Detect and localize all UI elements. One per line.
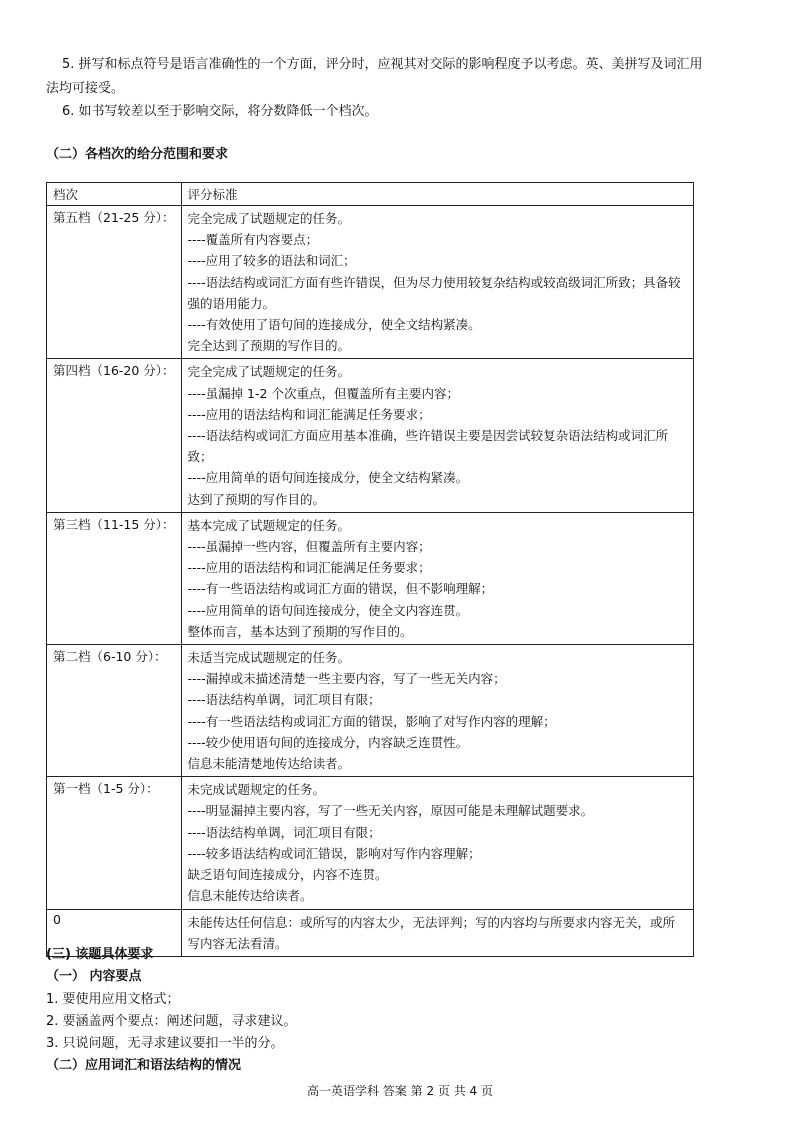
- criteria-line: ----应用简单的语句间连接成分，使全文结构紧凑。: [187, 470, 469, 486]
- table-header-row: [47, 183, 694, 206]
- criteria-line: 未完成试题规定的任务。: [187, 782, 326, 798]
- criteria-line: ----有一些语法结构或词汇方面的错误，影响了对写作内容的理解；: [187, 713, 556, 729]
- header-criteria: 评分标准: [181, 183, 693, 206]
- criteria-line: 完全达到了预期的写作目的。: [187, 338, 351, 354]
- grade-criteria: [181, 645, 693, 777]
- vocab-grammar-title: （二）应用词汇和语法结构的情况: [46, 1058, 242, 1073]
- criteria-line: ----覆盖所有内容要点；: [187, 232, 319, 248]
- section-2-title: （二）各档次的给分范围和要求: [46, 147, 229, 162]
- table-row: [47, 777, 694, 909]
- criteria-line: ----应用简单的语句间连接成分，使全文内容连贯。: [187, 602, 469, 618]
- requirement-item-1: 1. 要使用应用文格式；: [46, 992, 180, 1007]
- criteria-line: ----较多语法结构或词汇错误，影响对写作内容理解；: [187, 845, 481, 861]
- criteria-line: ----语法结构单调，词汇项目有限；: [187, 692, 381, 708]
- criteria-line: ----应用的语法结构和词汇能满足任务要求；: [187, 406, 431, 422]
- table-row: [47, 645, 694, 777]
- criteria-line: 完全完成了试题规定的任务。: [187, 364, 351, 380]
- grade-criteria: [181, 909, 693, 956]
- criteria-line: ----语法结构单调，词汇项目有限；: [187, 824, 381, 840]
- criteria-line: ----虽漏掉 1-2 个次重点，但覆盖所有主要内容；: [187, 385, 459, 401]
- item-5-line-2: 法均可接受。: [46, 81, 125, 96]
- table-row: [47, 512, 694, 644]
- table-body: [47, 206, 694, 957]
- page-footer: 高一英语学科 答案 第 2 页 共 4 页: [307, 1084, 493, 1098]
- grade-level-label: 第三档（11-15 分）：: [47, 512, 182, 644]
- criteria-line: 整体而言，基本达到了预期的写作目的。: [187, 623, 413, 639]
- grade-criteria: [181, 512, 693, 644]
- grading-table: [46, 182, 694, 957]
- criteria-line: 信息未能清楚地传达给读者。: [187, 756, 351, 772]
- table-row: [47, 206, 694, 359]
- header-level: 档次: [47, 183, 182, 206]
- grade-level-label: 第一档（1-5 分）：: [47, 777, 182, 909]
- criteria-line: 基本完成了试题规定的任务。: [187, 517, 351, 533]
- criteria-line: ----有一些语法结构或词汇方面的错误，但不影响理解；: [187, 581, 494, 597]
- item-6: 6. 如书写较差以至于影响交际，将分数降低一个档次。: [62, 104, 378, 119]
- criteria-line: ----明显漏掉主要内容，写了一些无关内容，原因可能是未理解试题要求。: [187, 803, 594, 819]
- grade-level-label: 0: [47, 909, 182, 956]
- criteria-line: 未能传达任何信息：或所写的内容太少，无法评判；写的内容均与所要求内容无关，或所写内容无法看清。: [187, 914, 676, 951]
- criteria-line: ----虽漏掉一些内容，但覆盖所有主要内容；: [187, 539, 431, 555]
- criteria-line: 未适当完成试题规定的任务。: [187, 650, 351, 666]
- grade-criteria: [181, 206, 693, 359]
- criteria-line: ----语法结构或词汇方面有些许错误，但为尽力使用较复杂结构或较高级词汇所致；具备较强的语用能力。: [187, 274, 681, 311]
- grade-level-label: 第五档（21-25 分）：: [47, 206, 182, 359]
- item-5-line-1: 5. 拼写和标点符号是语言准确性的一个方面，评分时，应视其对交际的影响程度予以考虑。英、美拼写及词汇用: [62, 57, 703, 72]
- criteria-line: ----有效使用了语句间的连接成分，使全文结构紧凑。: [187, 317, 481, 333]
- grade-level-label: 第二档（6-10 分）：: [47, 645, 182, 777]
- grade-criteria: [181, 777, 693, 909]
- criteria-line: ----较少使用语句间的连接成分，内容缺乏连贯性。: [187, 734, 469, 750]
- grade-criteria: [181, 359, 693, 512]
- requirement-item-3: 3. 只说问题，无寻求建议要扣一半的分。: [46, 1036, 284, 1051]
- criteria-line: 达到了预期的写作目的。: [187, 491, 326, 507]
- criteria-line: 缺乏语句间连接成分，内容不连贯。: [187, 867, 388, 883]
- criteria-line: ----应用的语法结构和词汇能满足任务要求；: [187, 560, 431, 576]
- requirement-item-2: 2. 要涵盖两个要点：阐述问题，寻求建议。: [46, 1014, 297, 1029]
- criteria-line: ----漏掉或未描述清楚一些主要内容，写了一些无关内容；: [187, 671, 506, 687]
- section-3-title: (三) 该题具体要求: [46, 947, 154, 962]
- criteria-line: ----应用了较多的语法和词汇；: [187, 253, 356, 269]
- table-row: [47, 359, 694, 512]
- content-points-title: （一） 内容要点: [46, 969, 142, 984]
- criteria-line: 完全完成了试题规定的任务。: [187, 211, 351, 226]
- criteria-line: ----语法结构或词汇方面应用基本准确，些许错误主要是因尝试较复杂语法结构或词汇所致；: [187, 428, 669, 465]
- criteria-line: 信息未能传达给读者。: [187, 888, 313, 904]
- grade-level-label: 第四档（16-20 分）：: [47, 359, 182, 512]
